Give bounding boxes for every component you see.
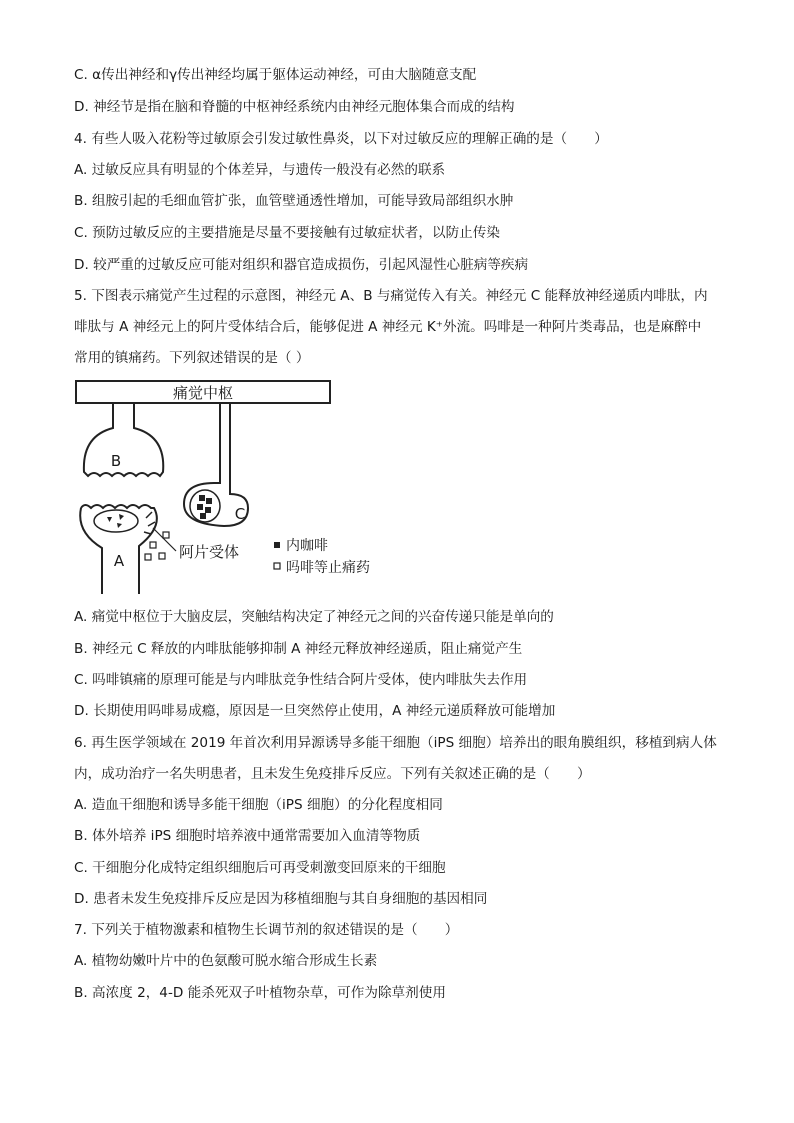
- text-line: C. α传出神经和γ传出神经均属于躯体运动神经，可由大脑随意支配: [74, 67, 477, 83]
- morphine-molecule: [159, 553, 165, 559]
- option-line: B. 组胺引起的毛细血管扩张，血管壁通透性增加，可能导致局部组织水肿: [74, 193, 514, 209]
- option-line: C. 干细胞分化成特定组织细胞后可再受刺激变回原来的干细胞: [74, 860, 446, 876]
- morphine-molecule: [163, 532, 169, 538]
- option-line: B. 高浓度 2，4-D 能杀死双子叶植物杂草，可作为除草剂使用: [74, 985, 446, 1001]
- option-line: B. 神经元 C 释放的内啡肽能够抑制 A 神经元释放神经递质，阻止痛觉产生: [74, 641, 523, 657]
- question-5-stem: 5. 下图表示痛觉产生过程的示意图，神经元 A、B 与痛觉传入有关。神经元 C 能释放神经递质内啡肽，内: [74, 288, 708, 304]
- pain-center-label: 痛觉中枢: [172, 384, 234, 402]
- option-line: C. 吗啡镇痛的原理可能是与内啡肽竞争性结合阿片受体，使内啡肽失去作用: [74, 672, 528, 688]
- morphine-molecule: [150, 542, 156, 548]
- question-5-stem: 啡肽与 A 神经元上的阿片受体结合后，能够促进 A 神经元 K⁺外流。吗啡是一种阿片类毒品，也是麻醉中: [74, 319, 702, 335]
- legend-morphine-label: 吗啡等止痛药: [286, 560, 370, 576]
- option-line: D. 较严重的过敏反应可能对组织和器官造成损伤，引起风湿性心脏病等疾病: [74, 257, 529, 273]
- option-line: A. 过敏反应具有明显的个体差异，与遗传一般没有必然的联系: [74, 162, 446, 178]
- synaptic-vesicle: [94, 510, 138, 532]
- legend-morphine-swatch: [274, 563, 280, 569]
- neuron-b-terminal: [84, 403, 163, 476]
- question-5-stem: 常用的镇痛药。下列叙述错误的是（ ）: [74, 350, 310, 366]
- question-6-stem: 内，成功治疗一名失明患者，且未发生免疫排斥反应。下列有关叙述正确的是（ ）: [74, 766, 591, 782]
- option-line: D. 患者未发生免疫排斥反应是因为移植细胞与其自身细胞的基因相同: [74, 891, 488, 907]
- neuron-b-label: B: [110, 452, 122, 470]
- question-7-stem: 7. 下列关于植物激素和植物生长调节剂的叙述错误的是（ ）: [74, 922, 459, 938]
- morphine-molecule: [145, 554, 151, 560]
- question-6-stem: 6. 再生医学领域在 2019 年首次利用异源诱导多能干细胞（iPS 细胞）培养出的眼角膜组织，移植到病人体: [74, 735, 717, 751]
- legend-endorphin-label: 内咖啡: [286, 538, 328, 554]
- legend-endorphin-swatch: [274, 542, 280, 548]
- option-line: C. 预防过敏反应的主要措施是尽量不要接触有过敏症状者，以防止传染: [74, 225, 500, 241]
- option-line: A. 植物幼嫩叶片中的色氨酸可脱水缩合形成生长素: [74, 953, 378, 969]
- neuron-c-label: C: [234, 505, 246, 523]
- question-4-stem: 4. 有些人吸入花粉等过敏原会引发过敏性鼻炎，以下对过敏反应的理解正确的是（ ）: [74, 131, 608, 147]
- pain-pathway-diagram: [74, 376, 404, 594]
- option-line: A. 痛觉中枢位于大脑皮层，突触结构决定了神经元之间的兴奋传递只能是单向的: [74, 609, 554, 625]
- option-line: B. 体外培养 iPS 细胞时培养液中通常需要加入血清等物质: [74, 828, 421, 844]
- neuron-a-label: A: [113, 552, 125, 570]
- receptor-label: 阿片受体: [179, 543, 240, 561]
- option-line: D. 长期使用吗啡易成瘾，原因是一旦突然停止使用，A 神经元递质释放可能增加: [74, 703, 556, 719]
- text-line: D. 神经节是指在脑和脊髓的中枢神经系统内由神经元胞体集合而成的结构: [74, 99, 515, 115]
- option-line: A. 造血干细胞和诱导多能干细胞（iPS 细胞）的分化程度相同: [74, 797, 443, 813]
